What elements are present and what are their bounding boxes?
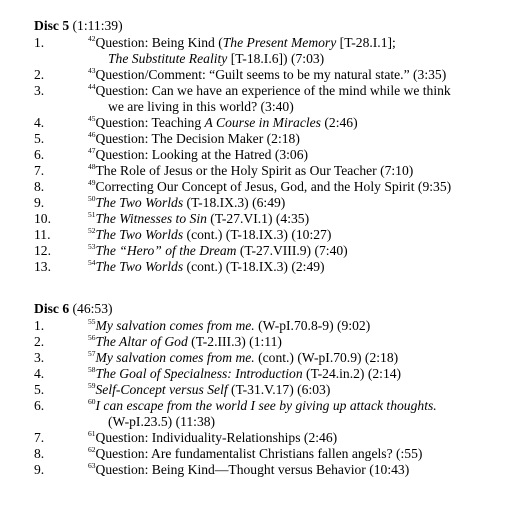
track-title-segment: The Two Worlds xyxy=(95,259,184,274)
track-title-segment: Question: Looking at the Hatred (3:06) xyxy=(95,147,309,162)
track-footnote-number: 50 xyxy=(88,194,96,203)
track-title xyxy=(88,243,348,259)
track-number: 9. xyxy=(34,195,45,210)
track-footnote-number: 56 xyxy=(88,333,96,342)
track-footnote-number: 59 xyxy=(88,381,96,390)
track-title-segment: The Role of Jesus or the Holy Spirit as Our Teacher (7:10) xyxy=(95,163,414,178)
track-title-segment: (T-27.VIII.9) (7:40) xyxy=(236,243,348,258)
track-number: 7. xyxy=(34,163,45,178)
track-title xyxy=(88,227,331,243)
track-footnote-number: 60 xyxy=(88,397,96,406)
track-title xyxy=(88,83,451,99)
track-title-segment: I can escape from the world I see by giving up attack thoughts. xyxy=(95,398,437,413)
track-title-segment: (cont.) (T-18.IX.3) (2:49) xyxy=(183,259,325,274)
track-footnote-number: 49 xyxy=(88,178,96,187)
track-number: 2. xyxy=(34,334,45,349)
track-title-segment: (cont.) (T-18.IX.3) (10:27) xyxy=(183,227,332,242)
track-number: 3. xyxy=(34,350,45,365)
track-title xyxy=(88,446,422,462)
track-title-segment: Self-Concept versus Self xyxy=(95,382,228,397)
track-number: 10. xyxy=(34,211,51,226)
track-footnote-number: 58 xyxy=(88,365,96,374)
track-title xyxy=(88,382,330,398)
track-number: 12. xyxy=(34,243,51,258)
track-title-segment: (W-pI.70.8-9) (9:02) xyxy=(254,318,371,333)
track-title xyxy=(88,147,308,163)
track-title-segment: Question: Individuality-Relationships (2:46) xyxy=(95,430,338,445)
track-footnote-number: 55 xyxy=(88,317,96,326)
track-footnote-number: 48 xyxy=(88,162,96,171)
track-footnote-number: 63 xyxy=(88,461,96,470)
track-title xyxy=(88,366,401,382)
track-title xyxy=(88,67,446,83)
track-footnote-number: 62 xyxy=(88,445,96,454)
track-title xyxy=(88,179,451,195)
disc6-header xyxy=(34,301,113,317)
track-title-segment: A Course in Miracles xyxy=(204,115,321,130)
track-title-segment: we are living in this world? (3:40) xyxy=(108,99,294,114)
track-title xyxy=(88,462,409,478)
track-footnote-number: 43 xyxy=(88,66,96,75)
track-footnote-number: 52 xyxy=(88,226,96,235)
track-title-continuation xyxy=(108,414,215,430)
track-number: 2. xyxy=(34,67,45,82)
track-title-segment: The “Hero” of the Dream xyxy=(95,243,237,258)
track-title-segment: Correcting Our Concept of Jesus, God, and the Holy Spirit (9:35) xyxy=(95,179,452,194)
track-title-segment: My salvation comes from me. xyxy=(95,318,255,333)
track-number: 11. xyxy=(34,227,51,242)
track-title-continuation xyxy=(108,51,324,67)
track-number: 8. xyxy=(34,446,45,461)
track-number: 3. xyxy=(34,83,45,98)
track-title xyxy=(88,318,370,334)
track-title-segment: (cont.) (W-pI.70.9) (2:18) xyxy=(254,350,399,365)
track-title-segment: [T-18.I.6]) (7:03) xyxy=(227,51,325,66)
track-title xyxy=(88,334,282,350)
track-number: 4. xyxy=(34,366,45,381)
track-title-segment: (T-27.VI.1) (4:35) xyxy=(206,211,310,226)
track-title-segment: The Two Worlds xyxy=(95,195,184,210)
track-number: 1. xyxy=(34,318,45,333)
track-title-segment: Question: Teaching xyxy=(95,115,205,130)
track-number: 5. xyxy=(34,131,45,146)
track-footnote-number: 51 xyxy=(88,210,96,219)
track-footnote-number: 47 xyxy=(88,146,96,155)
track-title xyxy=(88,163,413,179)
track-title xyxy=(88,115,358,131)
track-footnote-number: 42 xyxy=(88,34,96,43)
disc6-label: Disc 6 xyxy=(34,301,70,316)
track-number: 1. xyxy=(34,35,45,50)
track-title xyxy=(88,398,437,414)
track-title xyxy=(88,35,396,51)
track-title xyxy=(88,259,325,275)
track-title-segment: Question: Being Kind ( xyxy=(95,35,223,50)
track-title-segment: (2:46) xyxy=(320,115,358,130)
track-title xyxy=(88,195,285,211)
track-title-segment: Question: The Decision Maker (2:18) xyxy=(95,131,300,146)
track-title-segment: The Present Memory xyxy=(222,35,337,50)
track-title-segment: The Altar of God xyxy=(95,334,188,349)
track-footnote-number: 61 xyxy=(88,429,96,438)
track-title xyxy=(88,211,309,227)
track-number: 6. xyxy=(34,398,45,413)
track-title-segment: Question: Are fundamentalist Christians fallen angels? (:55) xyxy=(95,446,423,461)
track-footnote-number: 57 xyxy=(88,349,96,358)
track-number: 13. xyxy=(34,259,51,274)
track-title-segment: (T-2.III.3) (1:11) xyxy=(187,334,282,349)
disc5-header xyxy=(34,18,123,34)
track-title xyxy=(88,430,337,446)
track-title-segment: (T-31.V.17) (6:03) xyxy=(227,382,331,397)
track-footnote-number: 44 xyxy=(88,82,96,91)
disc5-label: Disc 5 xyxy=(34,18,70,33)
track-title-continuation xyxy=(108,99,294,115)
track-title-segment: Question: Being Kind—Thought versus Behavior (10:43) xyxy=(95,462,410,477)
track-number: 9. xyxy=(34,462,45,477)
track-footnote-number: 54 xyxy=(88,258,96,267)
track-title-segment: The Goal of Specialness: Introduction xyxy=(95,366,303,381)
track-title-segment: The Witnesses to Sin xyxy=(95,211,207,226)
track-title-segment: (T-18.IX.3) (6:49) xyxy=(183,195,286,210)
track-title-segment: Question/Comment: “Guilt seems to be my natural state.” (3:35) xyxy=(95,67,447,82)
track-number: 7. xyxy=(34,430,45,445)
track-number: 6. xyxy=(34,147,45,162)
track-title-segment: (W-pI.23.5) (11:38) xyxy=(108,414,216,429)
track-number: 8. xyxy=(34,179,45,194)
track-number: 5. xyxy=(34,382,45,397)
track-title-segment: My salvation comes from me. xyxy=(95,350,255,365)
track-title xyxy=(88,131,300,147)
disc6-duration: (46:53) xyxy=(72,301,113,316)
track-title-segment: [T-28.I.1]; xyxy=(336,35,396,50)
track-number: 4. xyxy=(34,115,45,130)
track-footnote-number: 53 xyxy=(88,242,96,251)
track-footnote-number: 46 xyxy=(88,130,96,139)
track-title-segment: The Two Worlds xyxy=(95,227,184,242)
track-title-segment: Question: Can we have an experience of the mind while we think xyxy=(95,83,451,98)
track-footnote-number: 45 xyxy=(88,114,96,123)
track-title-segment: The Substitute Reality xyxy=(108,51,228,66)
disc5-duration: (1:11:39) xyxy=(72,18,123,33)
track-title-segment: (T-24.in.2) (2:14) xyxy=(302,366,402,381)
track-title xyxy=(88,350,398,366)
